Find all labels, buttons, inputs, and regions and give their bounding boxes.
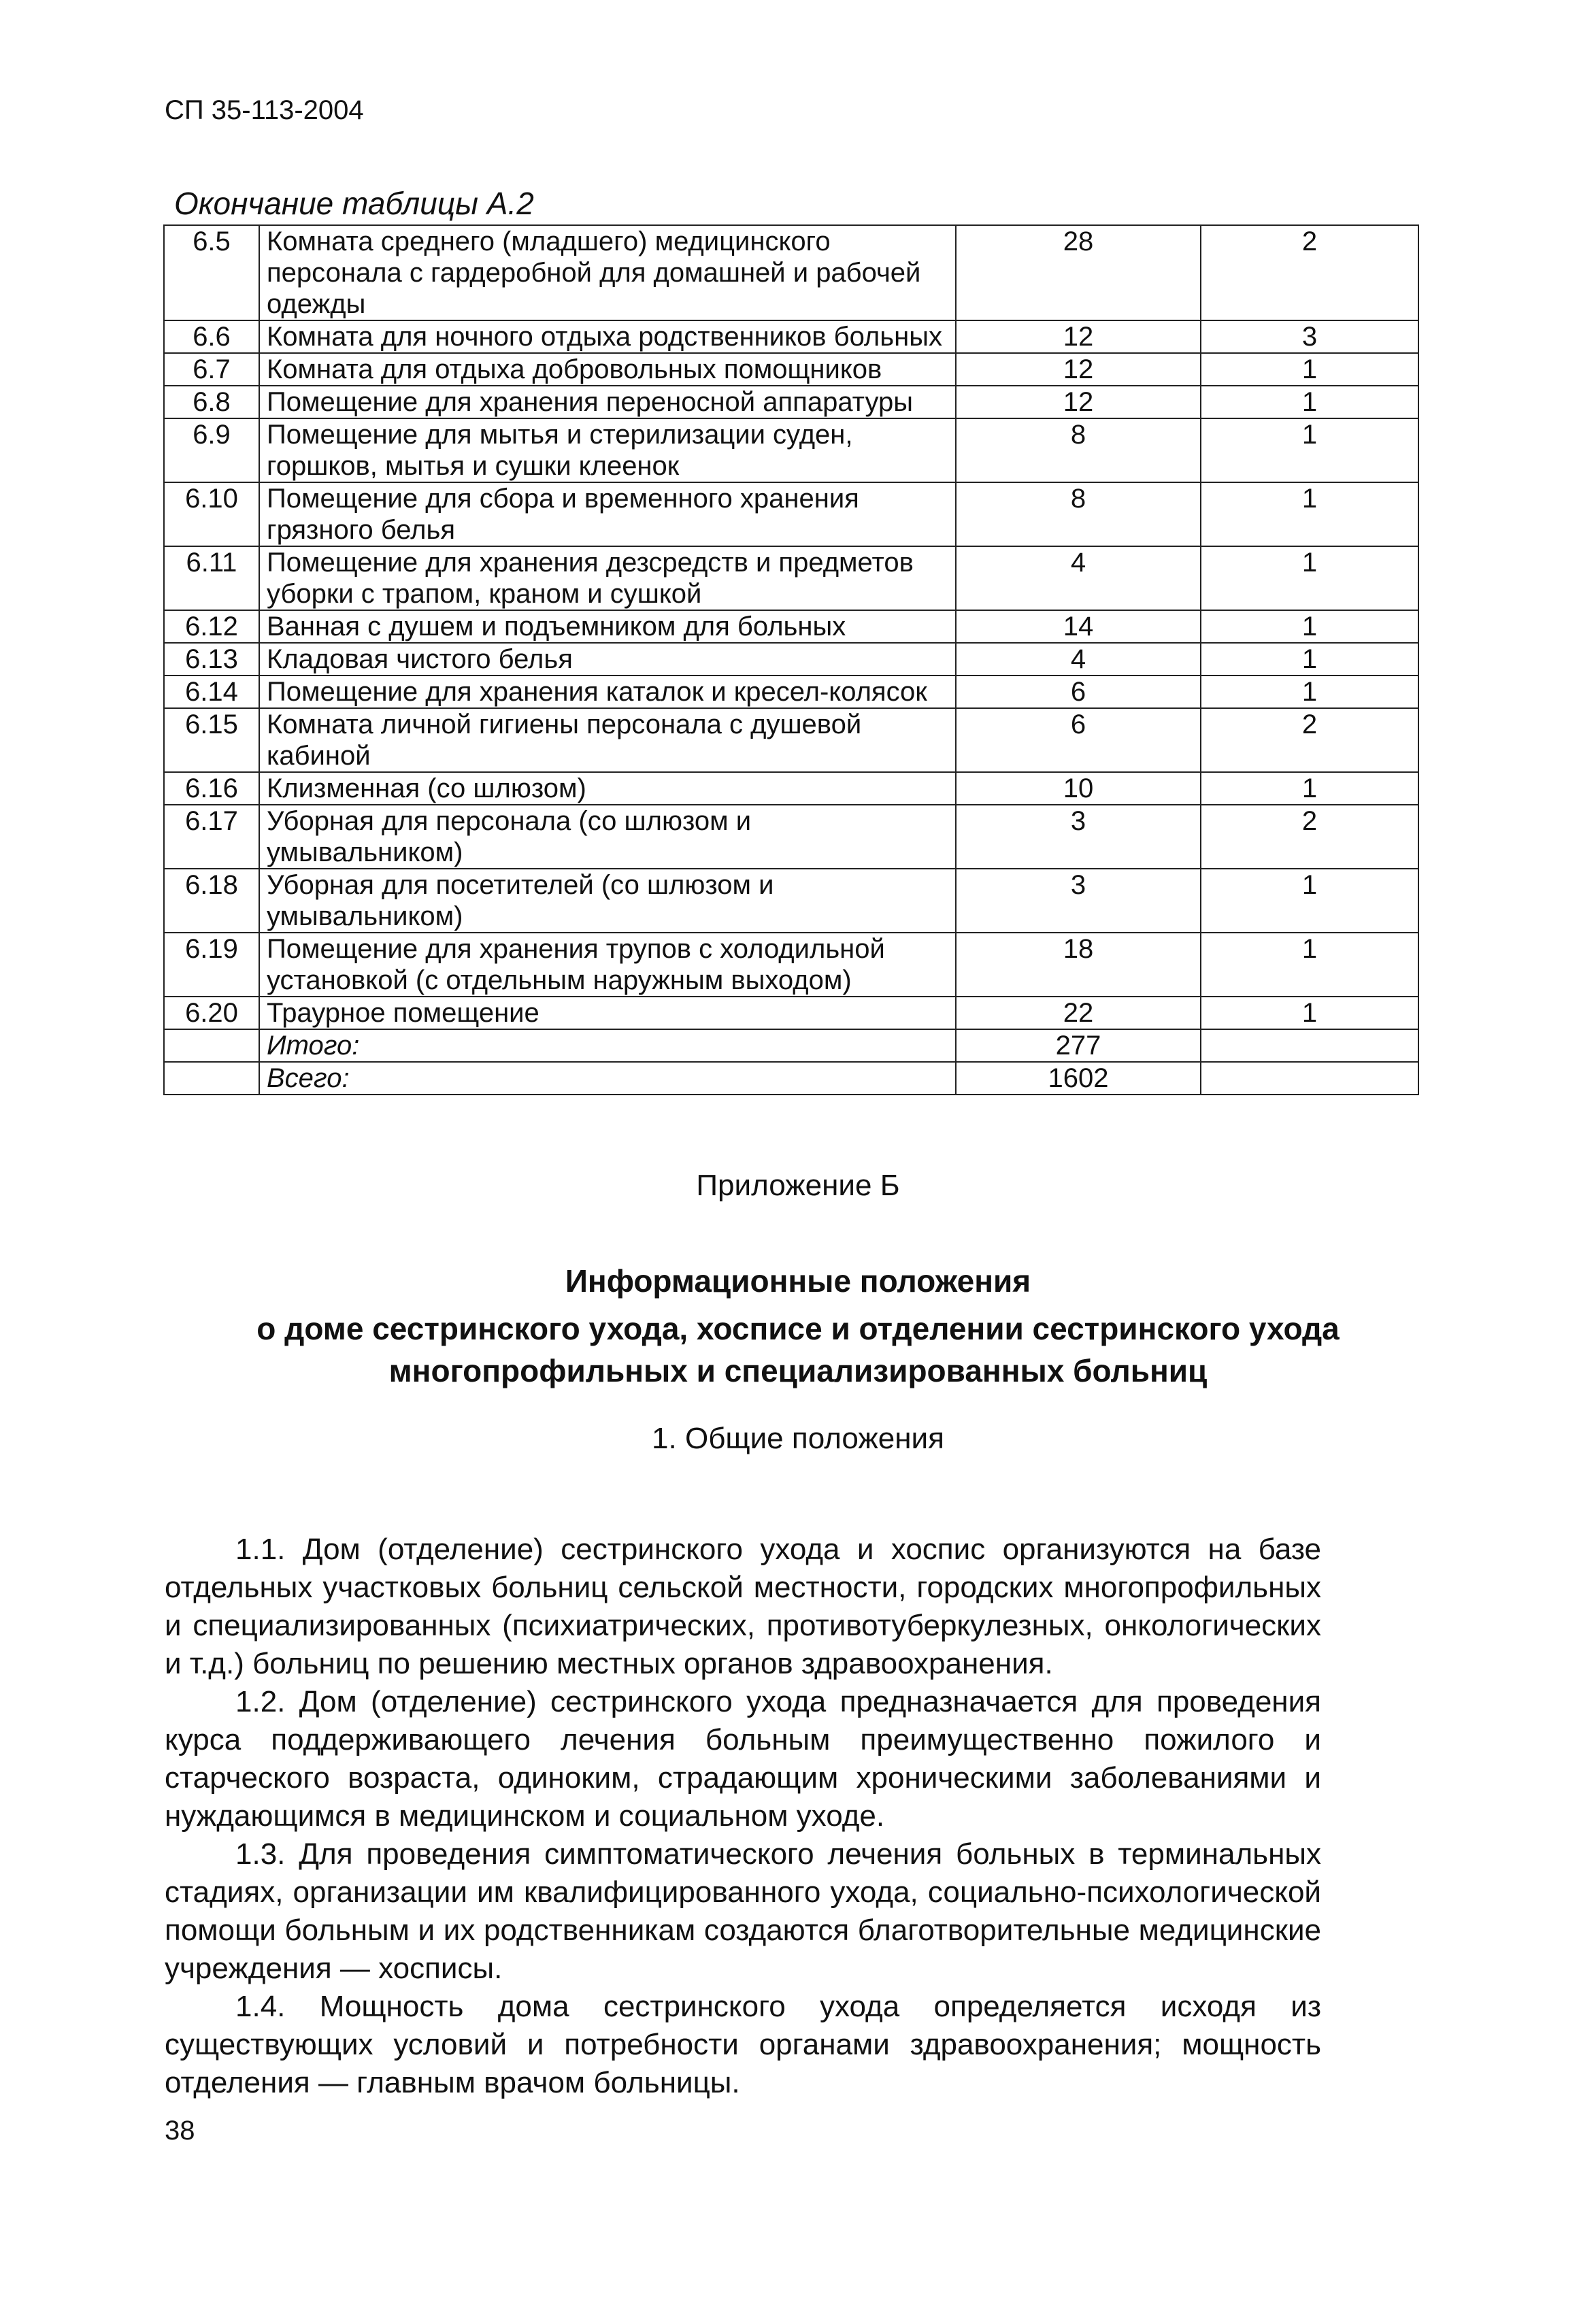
row-number: 6.9 [164, 418, 259, 482]
room-count: 1 [1201, 643, 1418, 676]
room-count: 1 [1201, 610, 1418, 643]
page-number: 38 [165, 2116, 195, 2146]
table-row [164, 708, 1418, 772]
room-area: 12 [956, 386, 1201, 418]
total-count [1201, 1029, 1418, 1062]
room-area: 6 [956, 676, 1201, 708]
room-count: 1 [1201, 997, 1418, 1029]
room-name: Помещение для хранения дезсредств и предметов уборки с трапом, краном и сушкой [259, 546, 956, 610]
table-row [164, 546, 1418, 610]
table-row [164, 610, 1418, 643]
row-number: 6.8 [164, 386, 259, 418]
room-count: 1 [1201, 482, 1418, 546]
room-name: Клизменная (со шлюзом) [259, 772, 956, 805]
room-area: 6 [956, 708, 1201, 772]
room-count: 2 [1201, 708, 1418, 772]
total-count [1201, 1062, 1418, 1095]
appendix-title-line-3: многопрофильных и специализированных больниц [388, 1353, 1208, 1388]
total-label: Всего: [259, 1062, 956, 1095]
room-name: Кладовая чистого белья [259, 643, 956, 676]
room-area: 8 [956, 482, 1201, 546]
row-number: 6.5 [164, 225, 259, 320]
room-count: 2 [1201, 805, 1418, 869]
table-row [164, 320, 1418, 353]
table-row [164, 482, 1418, 546]
appendix-label: Приложение Б [696, 1169, 900, 1202]
room-name: Помещение для сбора и временного хранения грязного белья [259, 482, 956, 546]
row-number: 6.15 [164, 708, 259, 772]
paragraph: 1.4. Мощность дома сестринского ухода определяется исходя из существующих условий и потребности органами здравоохранения; мощность отделения — главным врачом больницы. [165, 1990, 1321, 2099]
paragraph: 1.2. Дом (отделение) сестринского ухода предназначается для проведения курса поддерживающего лечения больным преимущественно пожилого и старческого возраста, одиноким, страдающим хроническими заболеваниями и нуждающимся в медицинском и социальном уходе. [165, 1685, 1321, 1833]
row-number: 6.13 [164, 643, 259, 676]
room-area: 14 [956, 610, 1201, 643]
room-count: 1 [1201, 676, 1418, 708]
room-name: Помещение для хранения каталок и кресел-колясок [259, 676, 956, 708]
body-text [165, 1531, 1321, 2102]
table-row [164, 386, 1418, 418]
row-number: 6.20 [164, 997, 259, 1029]
total-area: 277 [956, 1029, 1201, 1062]
table-row-total [164, 1062, 1418, 1095]
room-count: 3 [1201, 320, 1418, 353]
room-area: 8 [956, 418, 1201, 482]
room-name: Комната для отдыха добровольных помощников [259, 353, 956, 386]
room-name: Комната среднего (младшего) медицинского персонала с гардеробной для домашней и рабочей одежды [259, 225, 956, 320]
room-area: 22 [956, 997, 1201, 1029]
room-area: 12 [956, 353, 1201, 386]
table-row [164, 933, 1418, 997]
row-number: 6.6 [164, 320, 259, 353]
table-row-total [164, 1029, 1418, 1062]
room-name: Комната для ночного отдыха родственников больных [259, 320, 956, 353]
room-area: 4 [956, 546, 1201, 610]
table-row [164, 353, 1418, 386]
room-name: Помещение для хранения трупов с холодильной установкой (с отдельным наружным выходом) [259, 933, 956, 997]
paragraph: 1.3. Для проведения симптоматического лечения больных в терминальных стадиях, организации им квалифицированного ухода, социально-психологической помощи больным и их родственникам создаются благотворительные медицинские учреждения — хосписы. [165, 1837, 1321, 1985]
running-header: СП 35-113-2004 [165, 95, 364, 125]
room-area: 3 [956, 805, 1201, 869]
appendix-title-line-1: Информационные положения [565, 1263, 1031, 1299]
table-caption: Окончание таблицы А.2 [174, 186, 534, 221]
room-count: 2 [1201, 225, 1418, 320]
row-number: 6.17 [164, 805, 259, 869]
room-name: Уборная для персонала (со шлюзом и умывальником) [259, 805, 956, 869]
row-number: 6.10 [164, 482, 259, 546]
room-name: Помещение для хранения переносной аппаратуры [259, 386, 956, 418]
room-count: 1 [1201, 772, 1418, 805]
total-area: 1602 [956, 1062, 1201, 1095]
table-row [164, 643, 1418, 676]
room-area: 18 [956, 933, 1201, 997]
table-row [164, 225, 1418, 320]
row-number [164, 1062, 259, 1095]
room-name: Помещение для мытья и стерилизации суден, горшков, мытья и сушки клеенок [259, 418, 956, 482]
table-row [164, 869, 1418, 933]
row-number: 6.12 [164, 610, 259, 643]
room-name: Комната личной гигиены персонала с душевой кабиной [259, 708, 956, 772]
room-count: 1 [1201, 353, 1418, 386]
room-name: Траурное помещение [259, 997, 956, 1029]
section-heading: 1. Общие положения [652, 1422, 944, 1455]
room-area: 10 [956, 772, 1201, 805]
room-count: 1 [1201, 933, 1418, 997]
room-name: Ванная с душем и подъемником для больных [259, 610, 956, 643]
table-row [164, 676, 1418, 708]
room-area: 28 [956, 225, 1201, 320]
table-row [164, 997, 1418, 1029]
rooms-table [163, 224, 1419, 1095]
table-row [164, 772, 1418, 805]
row-number: 6.7 [164, 353, 259, 386]
total-label: Итого: [259, 1029, 956, 1062]
room-area: 3 [956, 869, 1201, 933]
row-number: 6.14 [164, 676, 259, 708]
row-number: 6.16 [164, 772, 259, 805]
room-area: 12 [956, 320, 1201, 353]
row-number [164, 1029, 259, 1062]
row-number: 6.19 [164, 933, 259, 997]
table-row [164, 418, 1418, 482]
paragraph: 1.1. Дом (отделение) сестринского ухода и хоспис организуются на базе отдельных участковых больниц сельской местности, городских многопрофильных и специализированных (психиатрических, противотуберкулезных, онкологических и т.д.) больниц по решению местных органов здравоохранения. [165, 1533, 1321, 1680]
room-count: 1 [1201, 869, 1418, 933]
room-count: 1 [1201, 546, 1418, 610]
room-count: 1 [1201, 386, 1418, 418]
room-area: 4 [956, 643, 1201, 676]
row-number: 6.11 [164, 546, 259, 610]
table-row [164, 805, 1418, 869]
room-name: Уборная для посетителей (со шлюзом и умывальником) [259, 869, 956, 933]
room-count: 1 [1201, 418, 1418, 482]
row-number: 6.18 [164, 869, 259, 933]
appendix-title-line-2: о доме сестринского ухода, хосписе и отделении сестринского ухода [256, 1311, 1340, 1346]
